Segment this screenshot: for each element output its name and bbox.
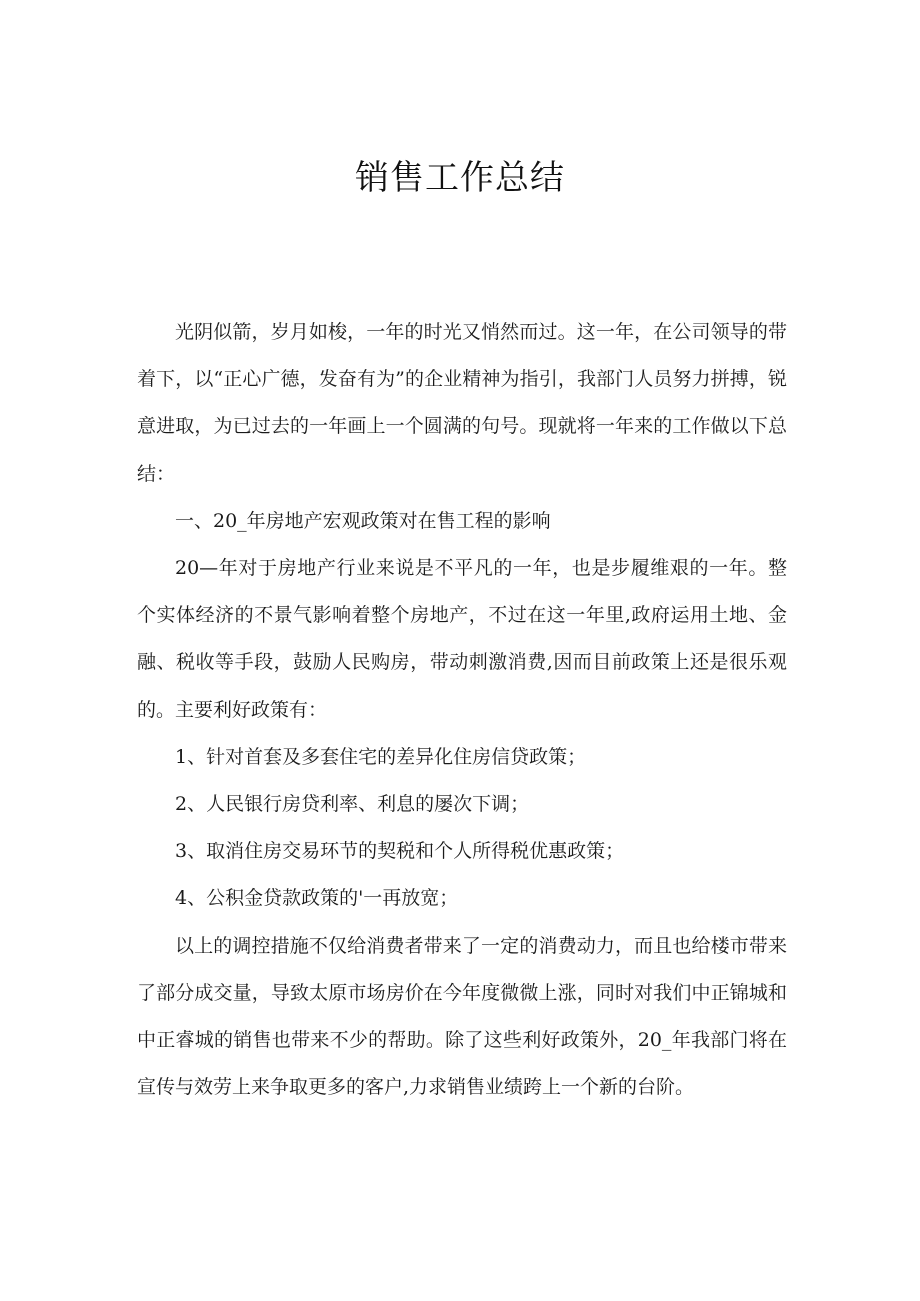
list-item-policy-4: 4、公积金贷款政策的'一再放宽； (175, 887, 459, 910)
list-item-policy-1: 1、针对首套及多套住宅的差异化住房信贷政策； (175, 745, 587, 768)
section-heading-1: 一、20_年房地产宏观政策对在售工程的影响 (175, 509, 551, 532)
document-body (137, 309, 787, 1111)
list-item-policy-3: 3、取消住房交易环节的契税和个人所得税优惠政策； (175, 840, 625, 863)
paragraph-policy-overview: 20—年对于房地产行业来说是不平凡的一年，也是步履维艰的一年。整个实体经济的不景气影响着整个房地产，不过在这一年里,政府运用土地、金融、税收等手段，鼓励人民购房，带动刺激消费,因而目前政策上还是很乐观的。主要利好政策有： (137, 557, 787, 721)
document-title: 销售工作总结 (355, 158, 565, 198)
list-item-policy-2: 2、人民银行房贷利率、利息的屡次下调； (175, 793, 530, 816)
paragraph-conclusion: 以上的调控措施不仅给消费者带来了一定的消费动力，而且也给楼市带来了部分成交量，导致太原市场房价在今年度微微上涨，同时对我们中正锦城和中正睿城的销售也带来不少的帮助。除了这些利好政策外，20_年我部门将在宣传与效劳上来争取更多的客户,力求销售业绩跨上一个新的台阶。 (137, 934, 787, 1099)
paragraph-intro: 光阴似箭，岁月如梭，一年的时光又悄然而过。这一年，在公司领导的带着下，以“正心广德，发奋有为”的企业精神为指引，我部门人员努力拼搏，锐意进取，为已过去的一年画上一个圆满的句号。现就将一年来的工作做以下总结： (137, 321, 787, 485)
